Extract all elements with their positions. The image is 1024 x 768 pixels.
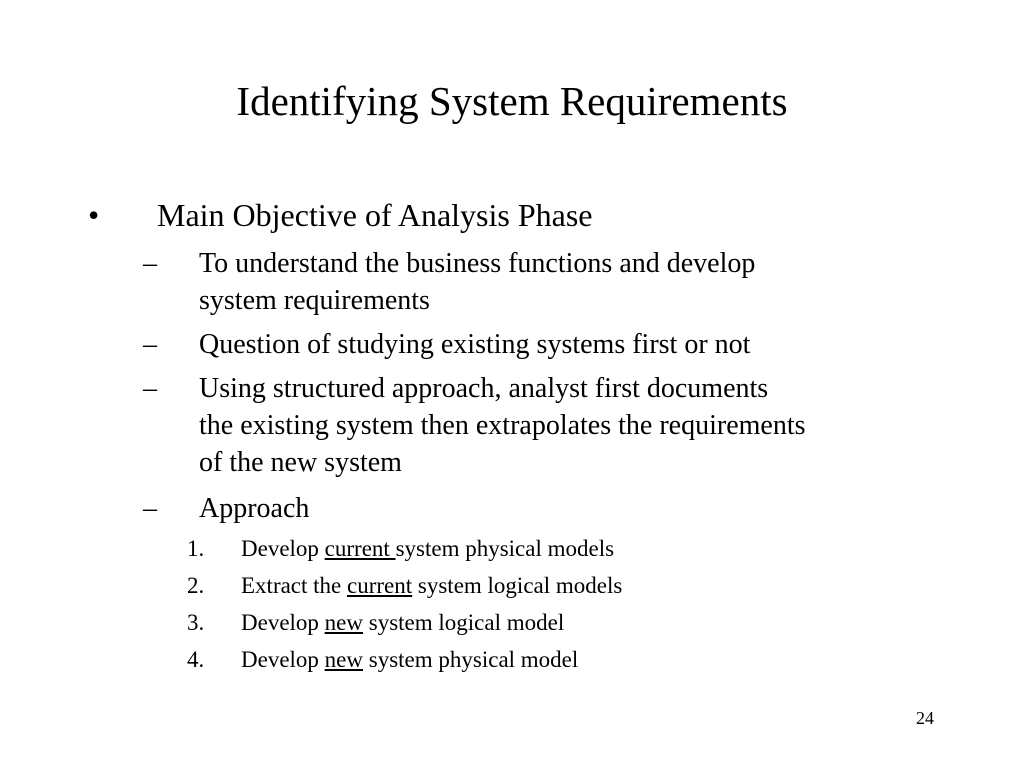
step-item (241, 608, 564, 638)
sub-item-line: Approach (199, 493, 310, 524)
dash-marker: – (143, 373, 157, 404)
sub-item-approach (199, 490, 979, 527)
main-bullet-text: Main Objective of Analysis Phase (157, 197, 593, 233)
dash-marker: – (143, 493, 157, 524)
step-text: Develop (241, 647, 325, 672)
step-underlined-text: new (324, 610, 363, 635)
step-text: Extract the (241, 573, 348, 598)
step-text: system physical models (395, 536, 615, 561)
sub-item-structured-approach (199, 370, 979, 481)
step-text: system physical model (363, 647, 579, 672)
step-underlined-text: current (324, 536, 396, 561)
step-text: system logical model (363, 610, 565, 635)
dash-marker: – (143, 248, 157, 279)
sub-item-studying-existing (199, 326, 979, 363)
sub-item-line: of the new system (199, 447, 402, 478)
sub-item-line: To understand the business functions and develop (199, 248, 756, 279)
sub-item-understand-business (199, 245, 979, 319)
bullet-marker: • (88, 197, 100, 233)
page-number: 24 (916, 708, 934, 728)
step-underlined-text: new (324, 647, 363, 672)
step-item (241, 571, 622, 601)
step-number: 2. (187, 573, 205, 598)
step-item (241, 534, 614, 564)
step-text: Develop (241, 610, 325, 635)
sub-item-line: the existing system then extrapolates the requirements (199, 410, 806, 441)
step-underlined-text: current (347, 573, 413, 598)
sub-item-line: system requirements (199, 285, 430, 316)
step-text: system logical models (412, 573, 623, 598)
step-number: 3. (187, 610, 205, 635)
step-text: Develop (241, 536, 325, 561)
sub-item-line: Question of studying existing systems first or not (199, 329, 751, 360)
slide-title: Identifying System Requirements (236, 78, 788, 124)
step-number: 1. (187, 536, 205, 561)
step-number: 4. (187, 647, 205, 672)
sub-item-line: Using structured approach, analyst first documents (199, 373, 769, 404)
step-item (241, 645, 578, 675)
dash-marker: – (143, 329, 157, 360)
